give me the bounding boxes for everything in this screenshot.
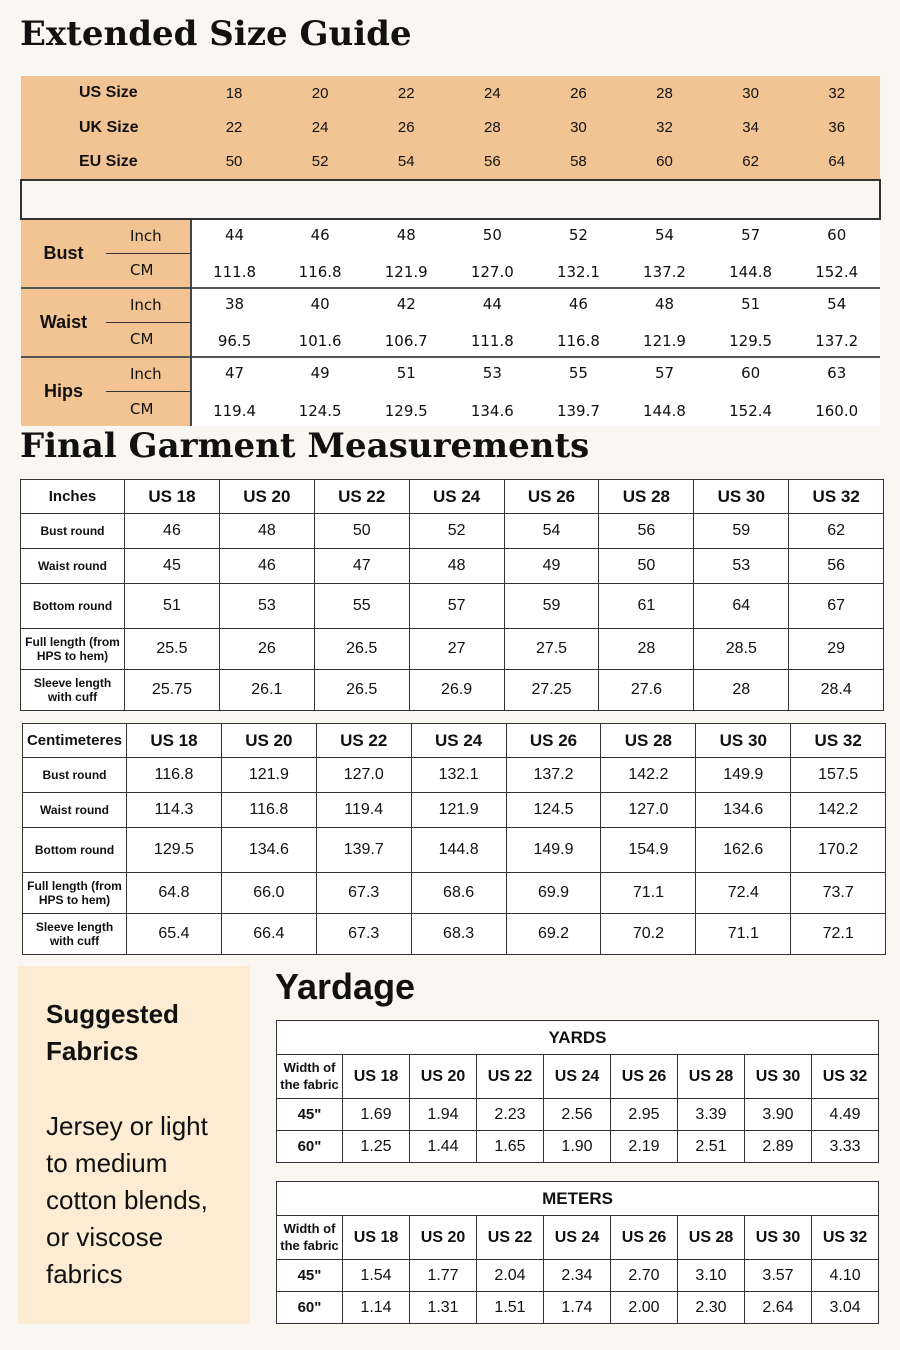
value-cell: 49 (504, 549, 599, 584)
value-cell: 134.6 (696, 793, 791, 828)
cm-value: 152.4 (708, 391, 794, 426)
table-row (23, 828, 886, 873)
value-cell: 121.9 (221, 758, 316, 793)
value-cell: 4.10 (812, 1260, 879, 1292)
measure-group-label: Hips (21, 357, 106, 426)
size-row (21, 145, 880, 180)
table-row (21, 514, 884, 549)
table-row (21, 549, 884, 584)
size-value: 24 (277, 111, 363, 146)
cm-value: 139.7 (535, 391, 621, 426)
cm-value: 96.5 (191, 322, 277, 357)
value-cell: 149.9 (696, 758, 791, 793)
value-cell: 132.1 (411, 758, 506, 793)
value-cell: 54 (504, 514, 599, 549)
size-header: US 30 (745, 1216, 812, 1260)
value-cell: 1.14 (343, 1292, 410, 1324)
value-cell: 116.8 (221, 793, 316, 828)
value-cell: 1.94 (410, 1099, 477, 1131)
size-value: 58 (535, 145, 621, 180)
size-header: US 28 (601, 724, 696, 758)
value-cell: 46 (219, 549, 314, 584)
size-header: US 26 (611, 1055, 678, 1099)
size-row (21, 76, 880, 111)
size-header: US 18 (343, 1216, 410, 1260)
width-label: Width of the fabric (277, 1216, 343, 1260)
value-cell: 27.25 (504, 670, 599, 711)
row-label: Sleeve length with cuff (21, 670, 125, 711)
cm-value: 129.5 (708, 322, 794, 357)
value-cell: 27 (409, 629, 504, 670)
cm-value: 119.4 (191, 391, 277, 426)
size-header: US 22 (477, 1055, 544, 1099)
cm-value: 144.8 (708, 253, 794, 288)
value-cell: 50 (599, 549, 694, 584)
size-value: 18 (191, 76, 277, 111)
value-cell: 55 (314, 584, 409, 629)
value-cell: 59 (694, 514, 789, 549)
row-label: 60" (277, 1131, 343, 1163)
size-value: 24 (449, 76, 535, 111)
value-cell: 29 (789, 629, 884, 670)
value-cell: 45 (125, 549, 220, 584)
measure-row-cm (21, 322, 880, 357)
cm-value: 101.6 (277, 322, 363, 357)
size-header: US 30 (696, 724, 791, 758)
value-cell: 69.2 (506, 914, 601, 955)
value-cell: 28.4 (789, 670, 884, 711)
inch-value: 51 (363, 357, 449, 392)
value-cell: 26.5 (314, 670, 409, 711)
value-cell: 3.10 (678, 1260, 745, 1292)
cm-value: 137.2 (794, 322, 880, 357)
cm-value: 106.7 (363, 322, 449, 357)
value-cell: 116.8 (127, 758, 222, 793)
value-cell: 56 (789, 549, 884, 584)
row-label: Bottom round (23, 828, 127, 873)
value-cell: 127.0 (601, 793, 696, 828)
unit-label-inch: Inch (106, 288, 191, 323)
value-cell: 52 (409, 514, 504, 549)
value-cell: 66.0 (221, 873, 316, 914)
table-row (23, 873, 886, 914)
inch-value: 60 (794, 219, 880, 254)
cm-value: 124.5 (277, 391, 363, 426)
table-row (21, 629, 884, 670)
row-label: Waist round (21, 549, 125, 584)
size-row-label: EU Size (21, 145, 191, 180)
cm-value: 121.9 (363, 253, 449, 288)
cm-value: 127.0 (449, 253, 535, 288)
value-cell: 137.2 (506, 758, 601, 793)
size-value: 56 (449, 145, 535, 180)
value-cell: 26.1 (219, 670, 314, 711)
size-header: US 24 (544, 1055, 611, 1099)
inch-value: 63 (794, 357, 880, 392)
cm-value: 121.9 (621, 322, 707, 357)
width-label: Width of the fabric (277, 1055, 343, 1099)
cm-value: 116.8 (535, 322, 621, 357)
value-cell: 2.70 (611, 1260, 678, 1292)
inch-value: 48 (363, 219, 449, 254)
value-cell: 28 (694, 670, 789, 711)
table-row (277, 1260, 879, 1292)
row-label: Full length (from HPS to hem) (23, 873, 127, 914)
header-row (277, 1055, 879, 1099)
section-row (277, 1021, 879, 1055)
size-value: 34 (708, 111, 794, 146)
row-label: 45" (277, 1260, 343, 1292)
value-cell: 129.5 (127, 828, 222, 873)
size-guide-table (20, 76, 881, 426)
yardage-title: Yardage (275, 966, 416, 1007)
inch-value: 40 (277, 288, 363, 323)
size-header: US 20 (219, 480, 314, 514)
inch-value: 54 (621, 219, 707, 254)
value-cell: 114.3 (127, 793, 222, 828)
value-cell: 149.9 (506, 828, 601, 873)
inch-value: 50 (449, 219, 535, 254)
size-value: 32 (794, 76, 880, 111)
value-cell: 53 (694, 549, 789, 584)
table-corner-label: Inches (21, 480, 125, 514)
value-cell: 134.6 (221, 828, 316, 873)
unit-label-cm: CM (106, 253, 191, 288)
value-cell: 139.7 (316, 828, 411, 873)
size-header: US 26 (506, 724, 601, 758)
inch-value: 49 (277, 357, 363, 392)
row-label: Waist round (23, 793, 127, 828)
size-header: US 18 (125, 480, 220, 514)
size-header: US 20 (410, 1216, 477, 1260)
size-header: US 28 (678, 1055, 745, 1099)
value-cell: 119.4 (316, 793, 411, 828)
inch-value: 38 (191, 288, 277, 323)
value-cell: 2.00 (611, 1292, 678, 1324)
yardage-meters-table (276, 1181, 879, 1324)
value-cell: 1.31 (410, 1292, 477, 1324)
value-cell: 124.5 (506, 793, 601, 828)
value-cell: 1.54 (343, 1260, 410, 1292)
size-header: US 24 (411, 724, 506, 758)
value-cell: 3.33 (812, 1131, 879, 1163)
table-row (277, 1131, 879, 1163)
size-row (21, 111, 880, 146)
cm-value: 134.6 (449, 391, 535, 426)
cm-value: 129.5 (363, 391, 449, 426)
value-cell: 3.90 (745, 1099, 812, 1131)
value-cell: 71.1 (696, 914, 791, 955)
size-value: 28 (621, 76, 707, 111)
size-header: US 28 (599, 480, 694, 514)
measure-group-label: Bust (21, 219, 106, 288)
value-cell: 144.8 (411, 828, 506, 873)
header-row (23, 724, 886, 758)
size-header: US 20 (410, 1055, 477, 1099)
value-cell: 67.3 (316, 914, 411, 955)
value-cell: 70.2 (601, 914, 696, 955)
measure-row-inch (21, 219, 880, 254)
inch-value: 48 (621, 288, 707, 323)
size-header: US 22 (314, 480, 409, 514)
size-value: 64 (794, 145, 880, 180)
inch-value: 55 (535, 357, 621, 392)
inch-value: 44 (191, 219, 277, 254)
value-cell: 26.9 (409, 670, 504, 711)
section-label: METERS (277, 1182, 879, 1216)
cm-value: 137.2 (621, 253, 707, 288)
value-cell: 1.90 (544, 1131, 611, 1163)
inch-value: 53 (449, 357, 535, 392)
value-cell: 72.1 (791, 914, 886, 955)
yardage-yards-table (276, 1020, 879, 1163)
size-value: 50 (191, 145, 277, 180)
size-value: 32 (621, 111, 707, 146)
value-cell: 2.89 (745, 1131, 812, 1163)
value-cell: 48 (219, 514, 314, 549)
value-cell: 127.0 (316, 758, 411, 793)
cm-value: 144.8 (621, 391, 707, 426)
unit-label-inch: Inch (106, 219, 191, 254)
size-header: US 32 (789, 480, 884, 514)
cm-value: 160.0 (794, 391, 880, 426)
row-label: Sleeve length with cuff (23, 914, 127, 955)
value-cell: 142.2 (601, 758, 696, 793)
value-cell: 2.04 (477, 1260, 544, 1292)
value-cell: 73.7 (791, 873, 886, 914)
value-cell: 2.30 (678, 1292, 745, 1324)
measure-row-cm (21, 253, 880, 288)
unit-label-cm: CM (106, 322, 191, 357)
header-row (21, 480, 884, 514)
size-value: 28 (449, 111, 535, 146)
spacer-row (21, 180, 880, 219)
size-header: US 26 (504, 480, 599, 514)
value-cell: 48 (409, 549, 504, 584)
cm-value: 152.4 (794, 253, 880, 288)
table-row (21, 670, 884, 711)
size-header: US 18 (127, 724, 222, 758)
inch-value: 46 (277, 219, 363, 254)
inch-value: 52 (535, 219, 621, 254)
size-value: 60 (621, 145, 707, 180)
size-header: US 30 (745, 1055, 812, 1099)
size-row-label: US Size (21, 76, 191, 111)
value-cell: 28 (599, 629, 694, 670)
row-label: Bust round (21, 514, 125, 549)
value-cell: 1.51 (477, 1292, 544, 1324)
value-cell: 1.69 (343, 1099, 410, 1131)
value-cell: 4.49 (812, 1099, 879, 1131)
value-cell: 46 (125, 514, 220, 549)
row-label: Bust round (23, 758, 127, 793)
table-row (21, 584, 884, 629)
size-header: US 20 (221, 724, 316, 758)
value-cell: 47 (314, 549, 409, 584)
size-value: 20 (277, 76, 363, 111)
value-cell: 53 (219, 584, 314, 629)
inch-value: 46 (535, 288, 621, 323)
table-row (23, 914, 886, 955)
value-cell: 28.5 (694, 629, 789, 670)
value-cell: 67 (789, 584, 884, 629)
size-header: US 32 (791, 724, 886, 758)
value-cell: 3.39 (678, 1099, 745, 1131)
value-cell: 2.34 (544, 1260, 611, 1292)
value-cell: 1.25 (343, 1131, 410, 1163)
table-row (277, 1292, 879, 1324)
value-cell: 27.6 (599, 670, 694, 711)
value-cell: 66.4 (221, 914, 316, 955)
suggested-fabrics-heading: Suggested Fabrics (46, 999, 179, 1066)
spacer-cell (21, 180, 880, 219)
value-cell: 64.8 (127, 873, 222, 914)
size-header: US 30 (694, 480, 789, 514)
value-cell: 3.04 (812, 1292, 879, 1324)
size-value: 26 (363, 111, 449, 146)
value-cell: 157.5 (791, 758, 886, 793)
value-cell: 64 (694, 584, 789, 629)
page-title: Extended Size Guide (20, 14, 412, 54)
cm-measurements-table (22, 723, 886, 955)
suggested-fabrics-text: Jersey or light to medium cotton blends, or viscose fabrics (46, 1111, 208, 1289)
measure-row-inch (21, 357, 880, 392)
value-cell: 2.56 (544, 1099, 611, 1131)
inch-value: 60 (708, 357, 794, 392)
value-cell: 170.2 (791, 828, 886, 873)
value-cell: 1.65 (477, 1131, 544, 1163)
value-cell: 50 (314, 514, 409, 549)
unit-label-inch: Inch (106, 357, 191, 392)
value-cell: 62 (789, 514, 884, 549)
size-header: US 24 (409, 480, 504, 514)
value-cell: 142.2 (791, 793, 886, 828)
value-cell: 2.64 (745, 1292, 812, 1324)
value-cell: 2.23 (477, 1099, 544, 1131)
size-value: 52 (277, 145, 363, 180)
size-value: 54 (363, 145, 449, 180)
value-cell: 154.9 (601, 828, 696, 873)
value-cell: 25.5 (125, 629, 220, 670)
cm-value: 111.8 (449, 322, 535, 357)
value-cell: 56 (599, 514, 694, 549)
row-label: 45" (277, 1099, 343, 1131)
inch-value: 57 (708, 219, 794, 254)
row-label: 60" (277, 1292, 343, 1324)
value-cell: 2.19 (611, 1131, 678, 1163)
size-value: 22 (191, 111, 277, 146)
value-cell: 68.6 (411, 873, 506, 914)
size-header: US 32 (812, 1055, 879, 1099)
size-header: US 24 (544, 1216, 611, 1260)
size-header: US 28 (678, 1216, 745, 1260)
value-cell: 72.4 (696, 873, 791, 914)
value-cell: 2.95 (611, 1099, 678, 1131)
size-header: US 18 (343, 1055, 410, 1099)
value-cell: 69.9 (506, 873, 601, 914)
value-cell: 27.5 (504, 629, 599, 670)
measure-row-inch (21, 288, 880, 323)
value-cell: 57 (409, 584, 504, 629)
table-row (277, 1099, 879, 1131)
inch-value: 57 (621, 357, 707, 392)
table-row (23, 758, 886, 793)
size-header: US 22 (316, 724, 411, 758)
value-cell: 3.57 (745, 1260, 812, 1292)
cm-value: 111.8 (191, 253, 277, 288)
value-cell: 1.77 (410, 1260, 477, 1292)
size-header: US 32 (812, 1216, 879, 1260)
value-cell: 1.44 (410, 1131, 477, 1163)
value-cell: 26 (219, 629, 314, 670)
size-row-label: UK Size (21, 111, 191, 146)
header-row (277, 1216, 879, 1260)
value-cell: 51 (125, 584, 220, 629)
unit-label-cm: CM (106, 391, 191, 426)
suggested-fabrics-panel (18, 966, 250, 1324)
size-value: 36 (794, 111, 880, 146)
value-cell: 59 (504, 584, 599, 629)
size-value: 30 (708, 76, 794, 111)
value-cell: 1.74 (544, 1292, 611, 1324)
cm-value: 132.1 (535, 253, 621, 288)
size-header: US 26 (611, 1216, 678, 1260)
section-row (277, 1182, 879, 1216)
value-cell: 26.5 (314, 629, 409, 670)
value-cell: 65.4 (127, 914, 222, 955)
cm-value: 116.8 (277, 253, 363, 288)
table-corner-label: Centimeteres (23, 724, 127, 758)
row-label: Full length (from HPS to hem) (21, 629, 125, 670)
inch-value: 47 (191, 357, 277, 392)
value-cell: 61 (599, 584, 694, 629)
value-cell: 121.9 (411, 793, 506, 828)
value-cell: 71.1 (601, 873, 696, 914)
garment-measurements-title: Final Garment Measurements (20, 426, 590, 466)
size-header: US 22 (477, 1216, 544, 1260)
section-label: YARDS (277, 1021, 879, 1055)
inch-value: 54 (794, 288, 880, 323)
size-value: 30 (535, 111, 621, 146)
size-value: 62 (708, 145, 794, 180)
inches-measurements-table (20, 479, 884, 711)
value-cell: 162.6 (696, 828, 791, 873)
inch-value: 44 (449, 288, 535, 323)
table-row (23, 793, 886, 828)
inch-value: 51 (708, 288, 794, 323)
size-value: 26 (535, 76, 621, 111)
value-cell: 2.51 (678, 1131, 745, 1163)
measure-row-cm (21, 391, 880, 426)
value-cell: 67.3 (316, 873, 411, 914)
value-cell: 25.75 (125, 670, 220, 711)
size-value: 22 (363, 76, 449, 111)
measure-group-label: Waist (21, 288, 106, 357)
value-cell: 68.3 (411, 914, 506, 955)
inch-value: 42 (363, 288, 449, 323)
row-label: Bottom round (21, 584, 125, 629)
